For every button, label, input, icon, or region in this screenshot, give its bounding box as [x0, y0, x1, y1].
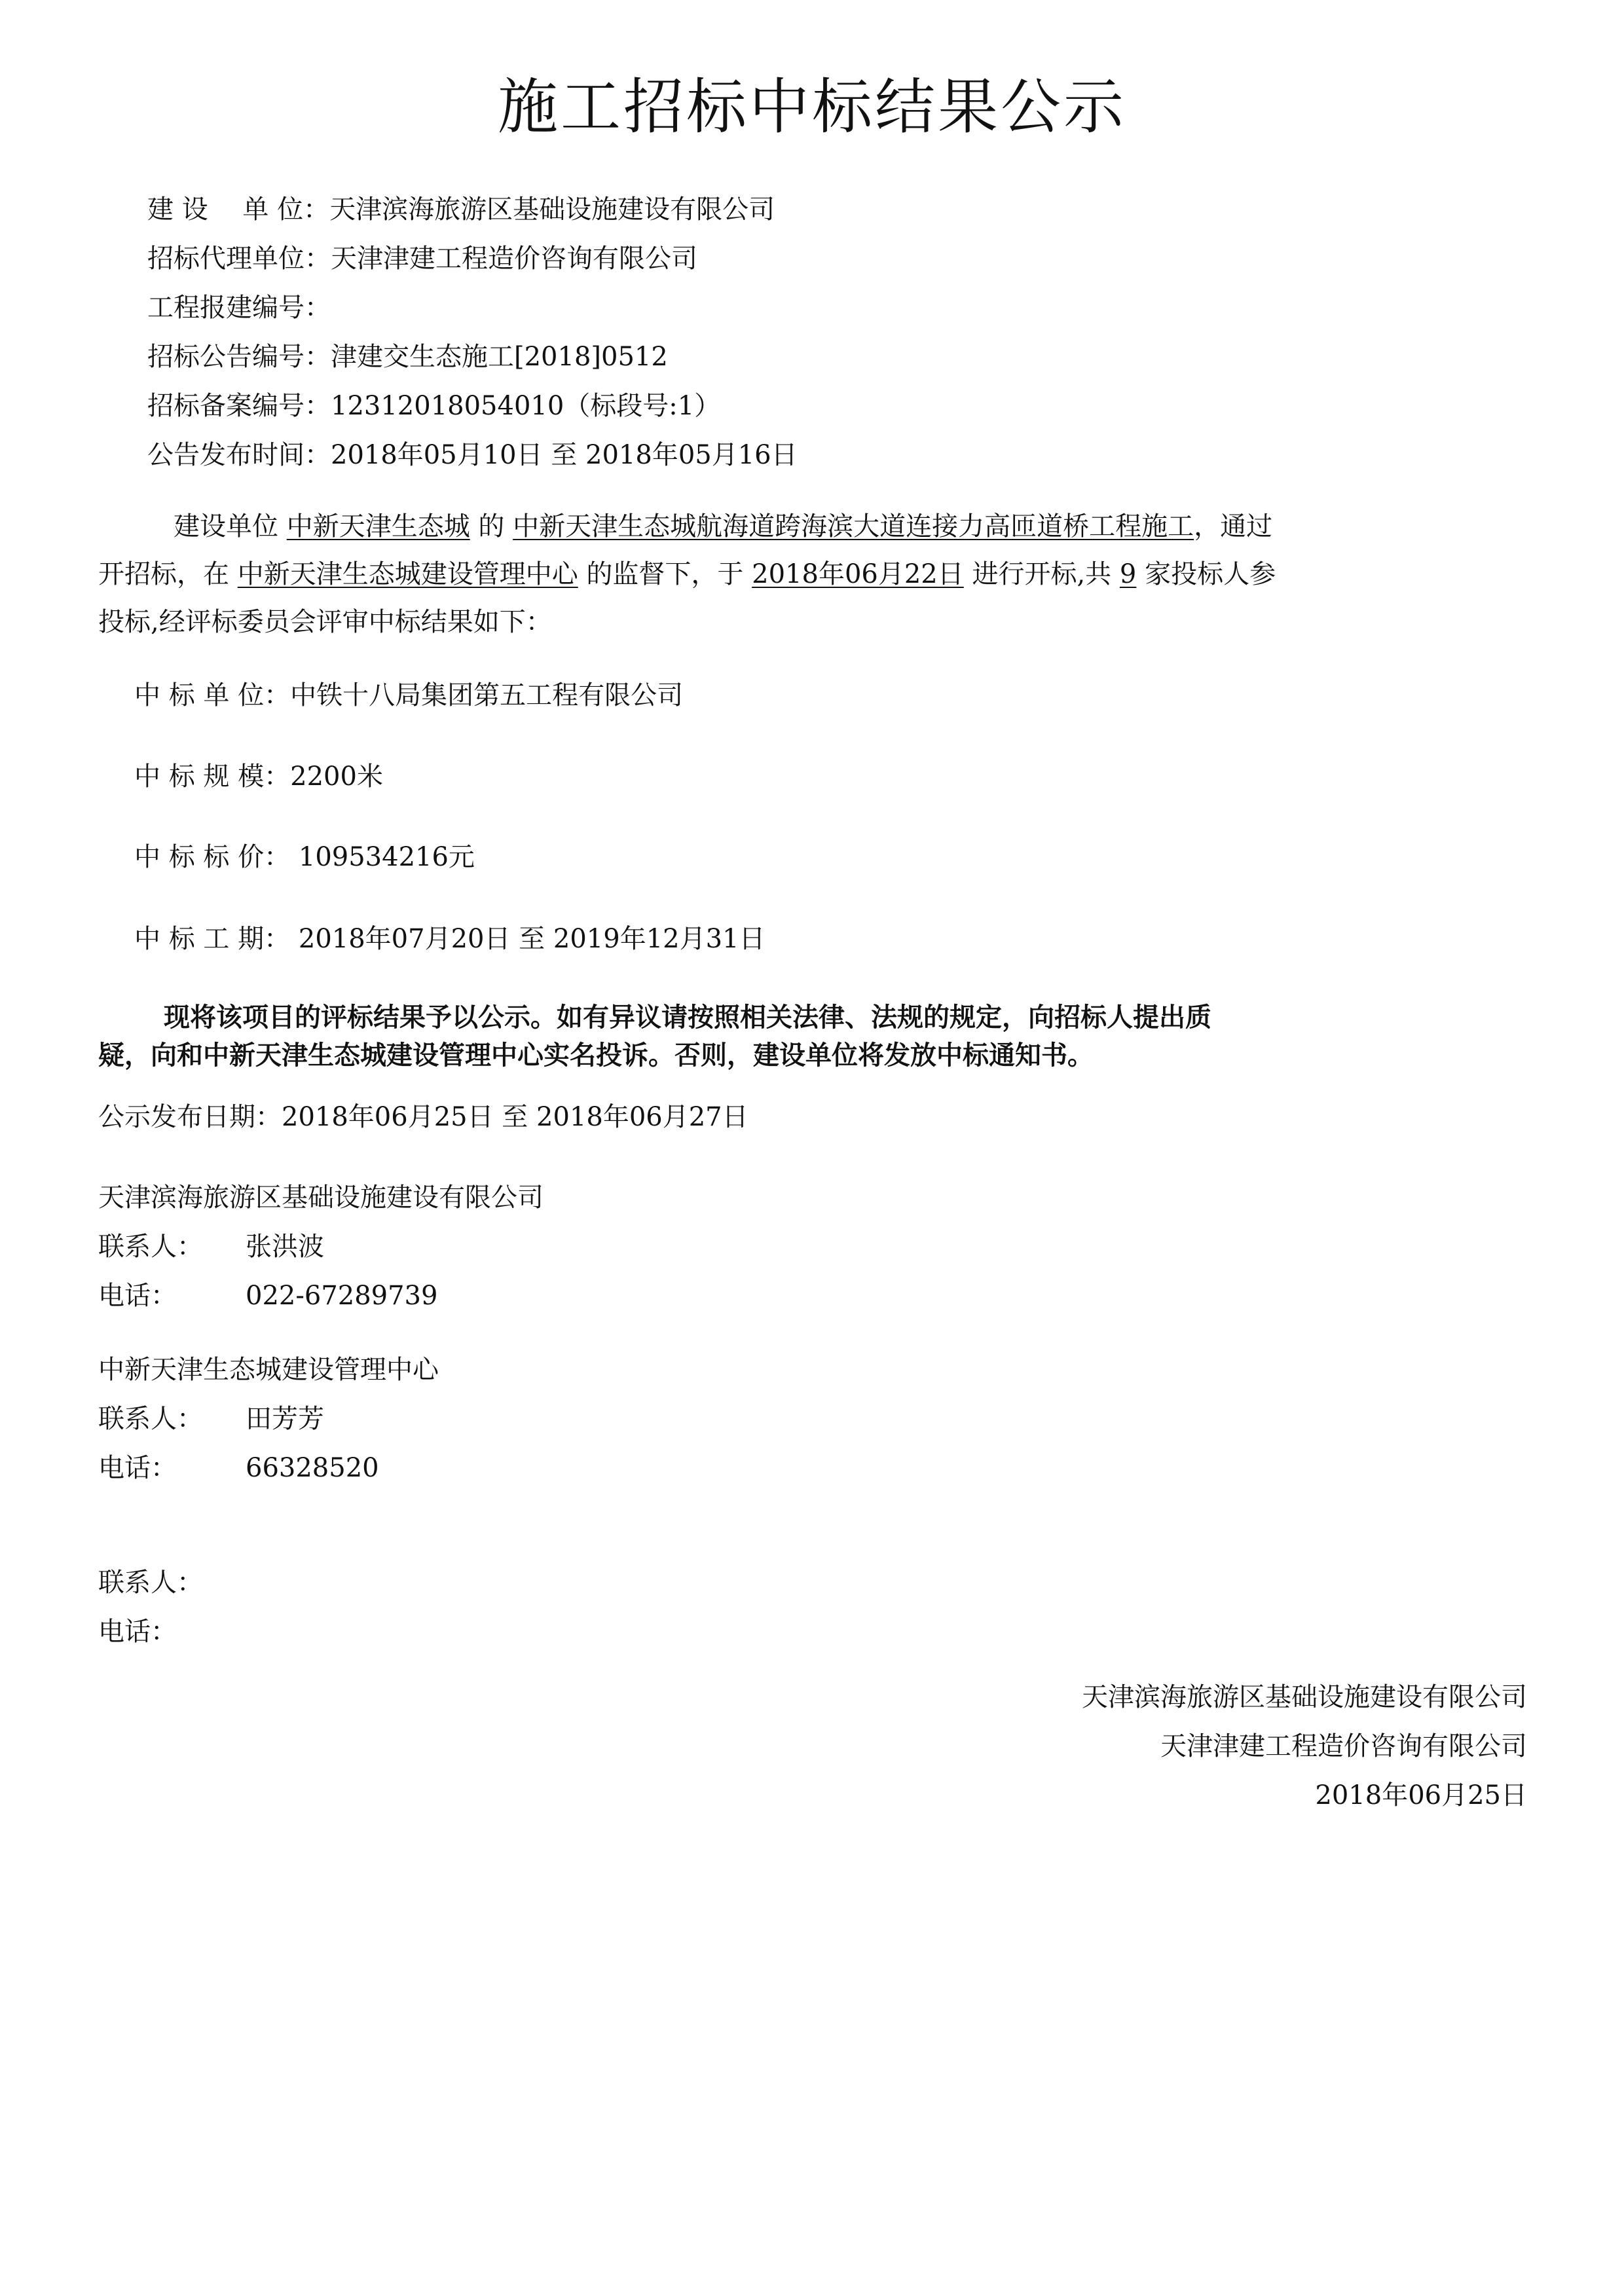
body-text: 的监督下，于	[578, 559, 752, 589]
result-label: 中 标 单 位：	[134, 680, 291, 710]
contact-person-label: 联系人：	[98, 1232, 203, 1262]
owner-name: 中新天津生态城	[286, 511, 470, 542]
body-text: ，通过	[1194, 511, 1273, 542]
header-row-agent	[147, 243, 697, 274]
contact-phone: 022-67289739	[246, 1281, 438, 1311]
header-row-notice-number	[147, 341, 668, 373]
header-row-filing-number	[147, 390, 720, 422]
header-value: 2018年05月10日 至 2018年05月16日	[331, 440, 798, 470]
result-label: 中 标 标 价：	[134, 842, 291, 872]
signature-date: 2018年06月25日	[1315, 1780, 1527, 1810]
result-label: 中 标 工 期：	[134, 924, 291, 954]
contact-phone-label: 电话：	[98, 1281, 177, 1311]
result-row-scale	[134, 761, 383, 792]
header-label: 招标备案编号：	[147, 391, 331, 421]
body-line-3: 投标,经评标委员会评审中标结果如下：	[98, 607, 552, 637]
header-row-builder	[147, 194, 775, 225]
contact-phone-label: 电话：	[98, 1453, 177, 1483]
contact-person: 田芳芳	[246, 1404, 324, 1434]
supervisor-name: 中新天津生态城建设管理中心	[237, 559, 578, 589]
bidder-count: 9	[1119, 559, 1137, 589]
result-value: 109534216元	[290, 842, 475, 872]
header-value: 天津津建工程造价咨询有限公司	[331, 244, 697, 274]
header-label: 公告发布时间：	[147, 440, 331, 470]
blank-contact-person-label: 联系人：	[98, 1568, 203, 1598]
result-row-period	[134, 923, 766, 955]
result-value: 2018年07月20日 至 2019年12月31日	[290, 924, 766, 954]
header-label: 建 设 单 位：	[147, 194, 330, 225]
body-text: 家投标人参	[1136, 559, 1276, 589]
body-line-2	[98, 559, 1276, 590]
announcement-line-2: 疑，向和中新天津生态城建设管理中心实名投诉。否则，建设单位将发放中标通知书。	[98, 1040, 1094, 1071]
header-label: 招标公告编号：	[147, 342, 331, 372]
result-value: 中铁十八局集团第五工程有限公司	[290, 680, 684, 710]
project-name: 中新天津生态城航海道跨海滨大道连接力高匝道桥工程施工	[513, 511, 1194, 542]
body-text: 建设单位	[174, 511, 287, 542]
body-text: 进行开标,共	[963, 559, 1120, 589]
header-row-publish-time	[147, 439, 798, 471]
body-text: 开招标，在	[98, 559, 238, 589]
signature-org-1: 天津滨海旅游区基础设施建设有限公司	[1082, 1682, 1527, 1712]
result-row-price	[134, 841, 475, 873]
header-value: 12312018054010（标段号:1）	[331, 391, 721, 421]
header-label: 工程报建编号：	[147, 293, 331, 323]
body-line-1	[174, 511, 1272, 542]
header-value: 津建交生态施工[2018]0512	[331, 342, 668, 372]
header-label: 招标代理单位：	[147, 244, 331, 274]
signature-org-2: 天津津建工程造价咨询有限公司	[1160, 1731, 1527, 1761]
result-row-winner	[134, 680, 683, 711]
header-value: 天津滨海旅游区基础设施建设有限公司	[329, 194, 775, 225]
announcement-line-1: 现将该项目的评标结果予以公示。如有异议请按照相关法律、法规的规定，向招标人提出质	[164, 1002, 1211, 1033]
result-value: 2200米	[290, 762, 383, 792]
contact-org: 中新天津生态城建设管理中心	[98, 1355, 439, 1385]
contact-person: 张洪波	[246, 1232, 324, 1262]
publish-period: 公示发布日期：2018年06月25日 至 2018年06月27日	[98, 1102, 748, 1132]
body-text: 的	[470, 511, 513, 542]
blank-contact-phone-label: 电话：	[98, 1617, 177, 1647]
header-row-registration	[147, 292, 331, 323]
contact-person-row	[98, 1231, 203, 1262]
result-label: 中 标 规 模：	[134, 762, 291, 792]
contact-phone: 66328520	[246, 1453, 379, 1483]
contact-org: 天津滨海旅游区基础设施建设有限公司	[98, 1183, 544, 1213]
page-title: 施工招标中标结果公示	[497, 72, 1126, 142]
open-date: 2018年06月22日	[752, 559, 964, 589]
contact-person-label: 联系人：	[98, 1404, 203, 1434]
